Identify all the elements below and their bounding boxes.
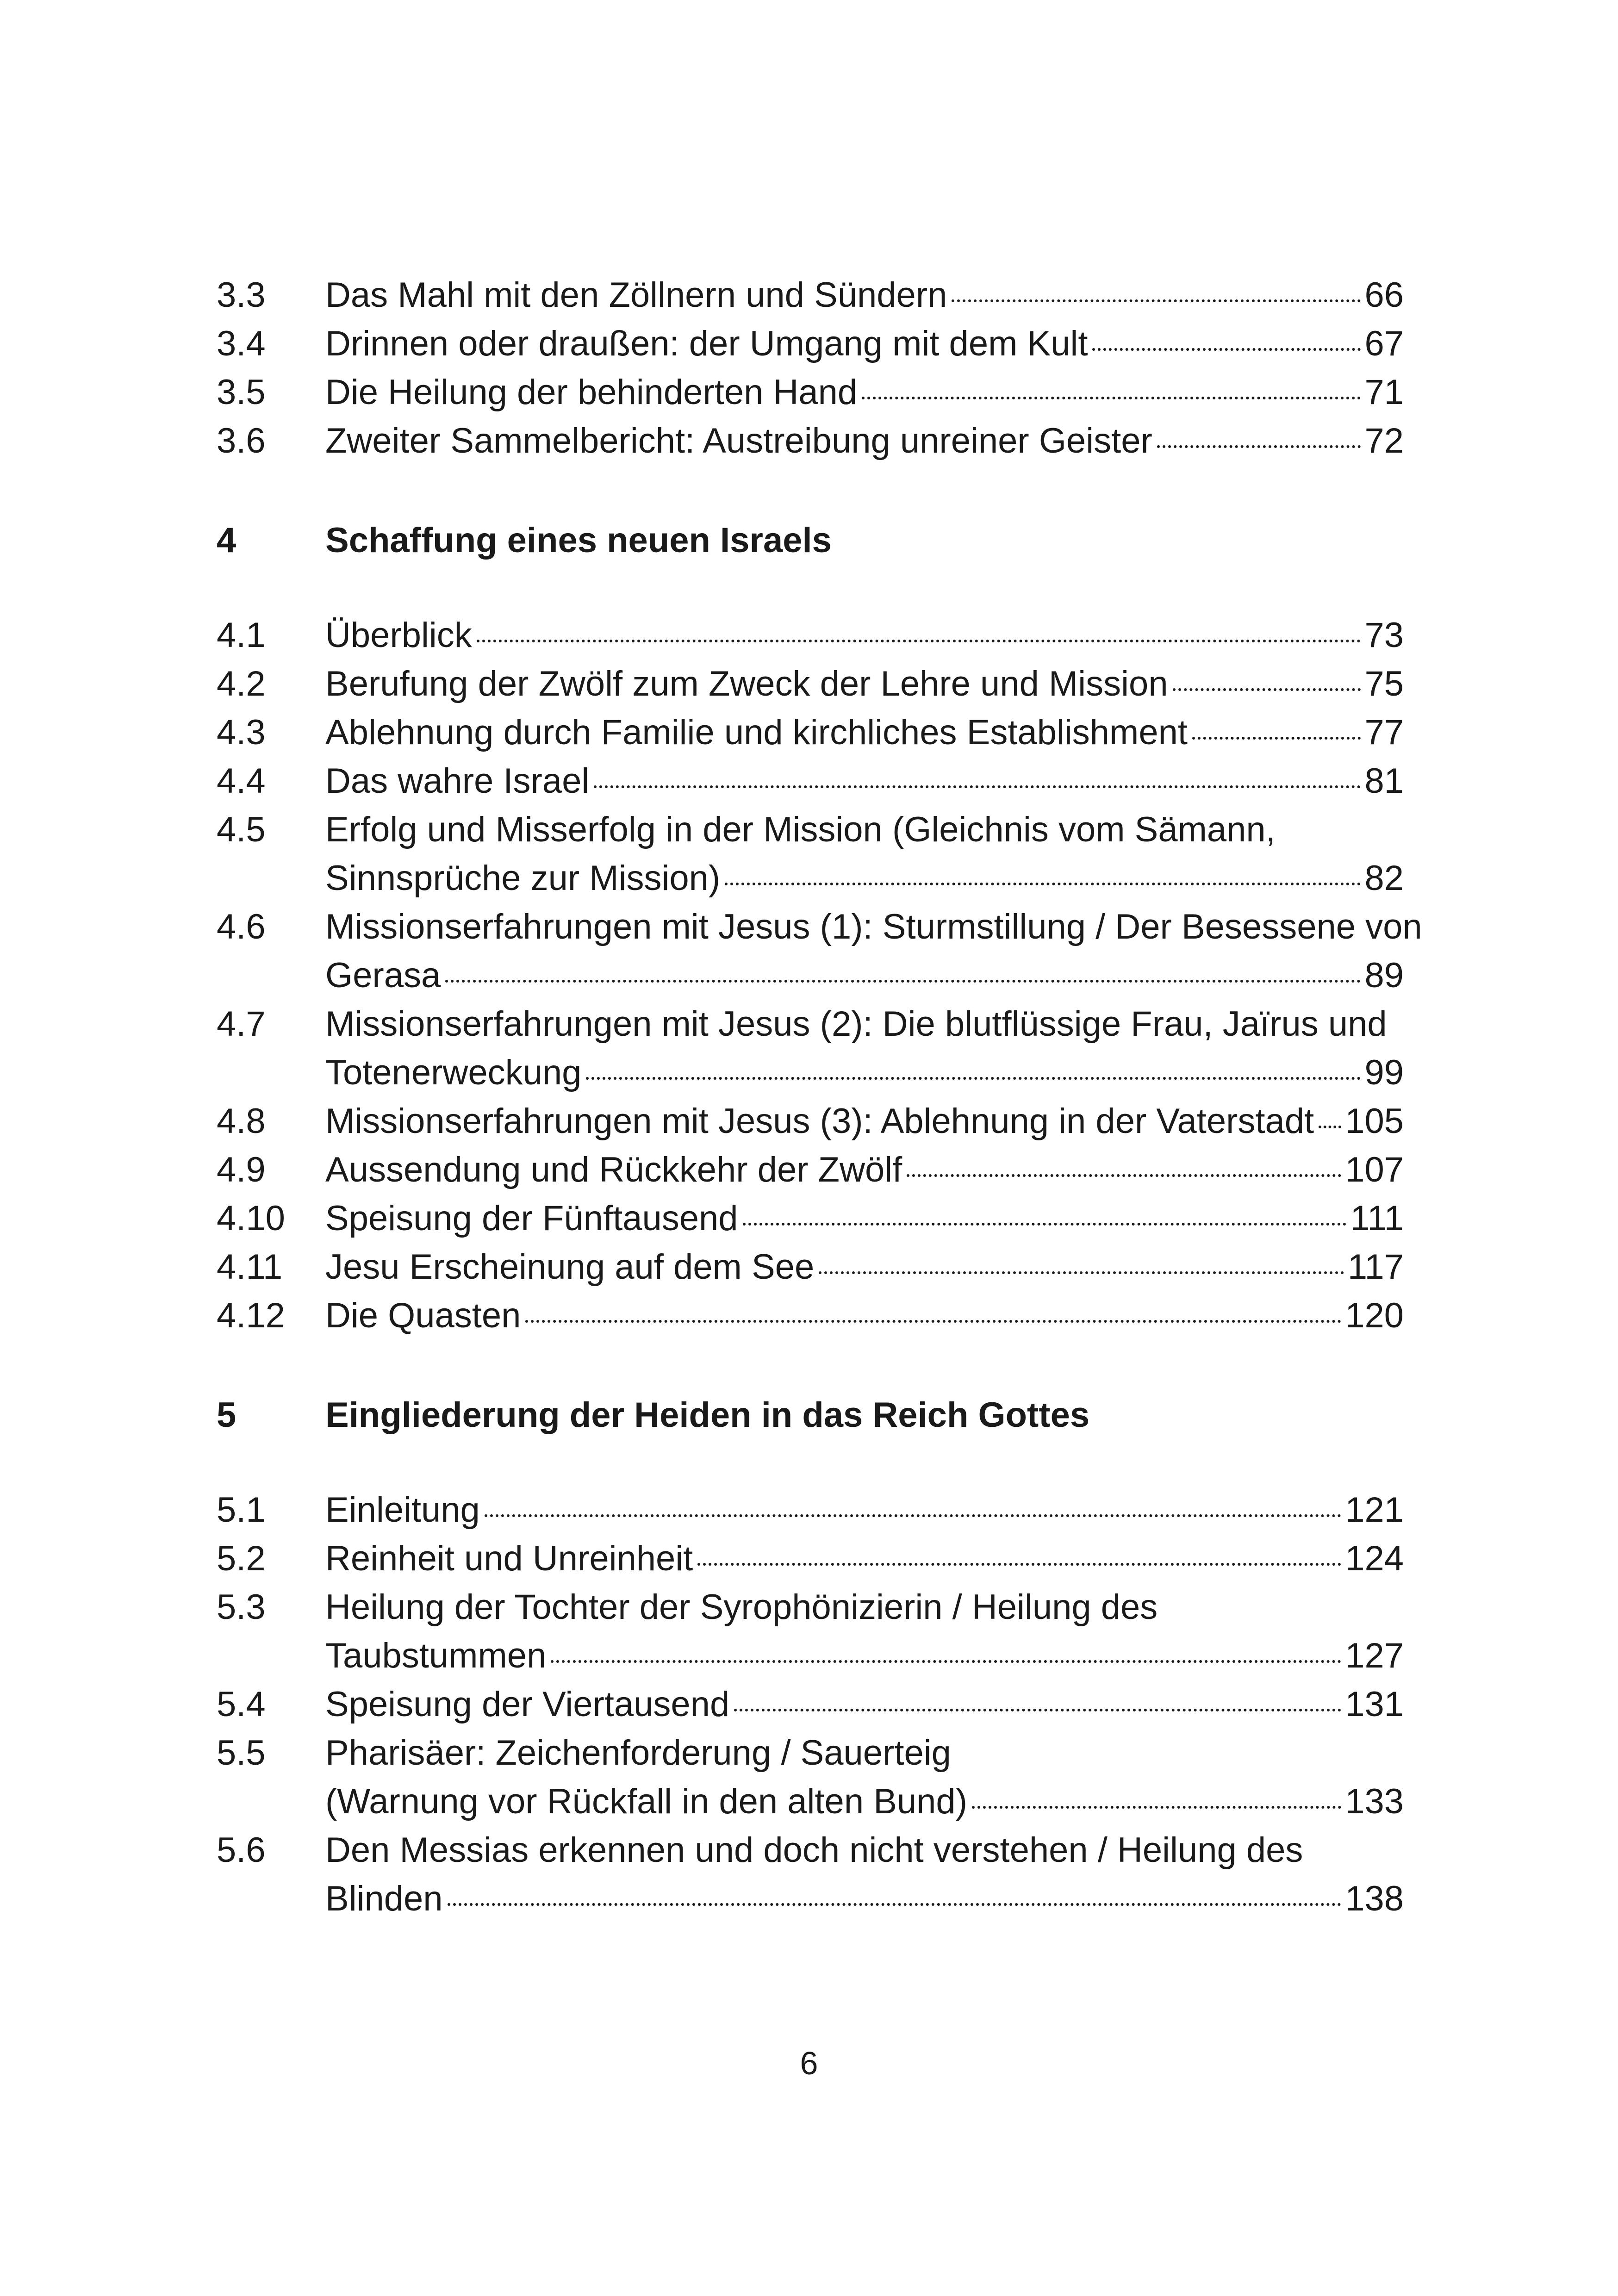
entry-number: 4.6 xyxy=(217,907,266,946)
entry-line xyxy=(325,417,1404,465)
entry-line xyxy=(325,1680,1404,1729)
toc-entry xyxy=(217,271,1404,319)
dot-leader xyxy=(1092,348,1361,351)
dot-leader xyxy=(725,883,1361,885)
toc-entry xyxy=(217,1145,1404,1194)
toc-entry xyxy=(217,368,1404,417)
entry-title: Den Messias erkennen und doch nicht verstehen / Heilung des xyxy=(325,1830,1303,1870)
dot-leader xyxy=(485,1514,1341,1517)
toc-entry xyxy=(217,1486,1404,1534)
entry-title: Blinden xyxy=(325,1879,443,1918)
entry-page-number: 131 xyxy=(1345,1685,1404,1724)
dot-leader xyxy=(972,1806,1341,1809)
entry-body xyxy=(325,1145,1404,1194)
entry-body xyxy=(325,1534,1404,1583)
entry-number: 4.10 xyxy=(217,1199,285,1238)
entry-title: Missionserfahrungen mit Jesus (3): Ablehnung in der Vaterstadt xyxy=(325,1101,1314,1141)
entry-line xyxy=(325,611,1404,660)
dot-leader xyxy=(445,980,1361,983)
toc-entry xyxy=(217,1291,1404,1340)
chapter-heading xyxy=(217,1391,1404,1439)
entry-title: Reinheit und Unreinheit xyxy=(325,1539,693,1578)
entry-line xyxy=(325,368,1404,417)
table-of-contents xyxy=(217,271,1422,1923)
entry-number: 4.3 xyxy=(217,713,266,752)
entry-line xyxy=(325,1486,1404,1534)
entry-number: 5.2 xyxy=(217,1539,266,1578)
entry-page-number: 66 xyxy=(1364,275,1404,315)
entry-body xyxy=(325,1583,1404,1680)
entry-line xyxy=(325,1826,1404,1874)
dot-leader xyxy=(1173,688,1361,691)
entry-body xyxy=(325,1729,1404,1826)
entry-number: 5.5 xyxy=(217,1733,266,1773)
toc-entry xyxy=(217,1680,1404,1729)
toc-entry xyxy=(217,1583,1404,1680)
entry-line xyxy=(325,1097,1404,1145)
entry-title: Heilung der Tochter der Syrophönizierin / Heilung des xyxy=(325,1587,1158,1627)
entry-number: 4.8 xyxy=(217,1101,266,1141)
chapter-title: Schaffung eines neuen Israels xyxy=(325,521,832,560)
dot-leader xyxy=(477,640,1361,642)
entry-title: Gerasa xyxy=(325,956,441,995)
dot-leader xyxy=(819,1271,1344,1274)
entry-number: 5.6 xyxy=(217,1830,266,1870)
dot-leader xyxy=(525,1320,1341,1323)
dot-leader xyxy=(1157,445,1361,448)
entry-page-number: 124 xyxy=(1345,1539,1404,1578)
entry-line xyxy=(325,319,1404,368)
dot-leader xyxy=(448,1903,1342,1906)
entry-title: Berufung der Zwölf zum Zweck der Lehre und Mission xyxy=(325,664,1168,703)
entry-title: Einleitung xyxy=(325,1490,480,1530)
dot-leader xyxy=(1192,737,1361,740)
toc-entry xyxy=(217,1243,1404,1291)
entry-title: Jesu Erscheinung auf dem See xyxy=(325,1247,815,1287)
page-number: 6 xyxy=(800,2045,818,2081)
entry-title: Missionserfahrungen mit Jesus (2): Die blutflüssige Frau, Jaïrus und xyxy=(325,1004,1387,1044)
entry-body xyxy=(325,271,1404,319)
entry-line xyxy=(325,660,1404,708)
entry-page-number: 77 xyxy=(1364,713,1404,752)
entry-line xyxy=(325,1145,1404,1194)
entry-page-number: 99 xyxy=(1364,1053,1404,1092)
entry-page-number: 107 xyxy=(1345,1150,1404,1189)
entry-number: 5.3 xyxy=(217,1587,266,1627)
entry-page-number: 71 xyxy=(1364,373,1404,412)
entry-body xyxy=(325,611,1404,660)
entry-title: Ablehnung durch Familie und kirchliches Establishment xyxy=(325,713,1188,752)
toc-entry xyxy=(217,1097,1404,1145)
entry-line xyxy=(325,271,1404,319)
entry-line xyxy=(325,805,1404,854)
entry-title: Die Heilung der behinderten Hand xyxy=(325,373,858,412)
chapter-heading xyxy=(217,516,1404,565)
entry-title: Missionserfahrungen mit Jesus (1): Sturmstillung / Der Besessene von xyxy=(325,907,1422,946)
entry-number: 4.9 xyxy=(217,1150,266,1189)
toc-entry xyxy=(217,319,1404,368)
chapter-number: 4 xyxy=(217,521,236,560)
dot-leader xyxy=(1319,1126,1341,1128)
entry-line xyxy=(325,1243,1404,1291)
entry-page-number: 82 xyxy=(1364,859,1404,898)
entry-title: Aussendung und Rückkehr der Zwölf xyxy=(325,1150,902,1189)
entry-body xyxy=(325,368,1404,417)
entry-number: 4.5 xyxy=(217,810,266,849)
entry-number: 4.2 xyxy=(217,664,266,703)
entry-page-number: 75 xyxy=(1364,664,1404,703)
entry-body xyxy=(325,1000,1404,1097)
entry-page-number: 67 xyxy=(1364,324,1404,363)
toc-entry xyxy=(217,1194,1404,1243)
dot-leader xyxy=(551,1660,1341,1663)
toc-entry xyxy=(217,757,1404,805)
entry-title: Zweiter Sammelbericht: Austreibung unreiner Geister xyxy=(325,421,1152,460)
entry-number: 4.1 xyxy=(217,616,266,655)
entry-page-number: 81 xyxy=(1364,761,1404,801)
entry-title: Sinnsprüche zur Mission) xyxy=(325,859,721,898)
entry-line xyxy=(325,1194,1404,1243)
entry-line xyxy=(325,1000,1404,1048)
entry-line xyxy=(325,1291,1404,1340)
dot-leader xyxy=(697,1563,1341,1566)
entry-number: 3.3 xyxy=(217,275,266,315)
toc-entry xyxy=(217,1000,1404,1097)
entry-body xyxy=(325,902,1422,1000)
entry-line xyxy=(325,1729,1404,1777)
entry-body xyxy=(325,1243,1404,1291)
dot-leader xyxy=(907,1174,1341,1177)
entry-title: Pharisäer: Zeichenforderung / Sauerteig xyxy=(325,1733,951,1773)
entry-line xyxy=(325,1048,1404,1097)
entry-title: Taubstummen xyxy=(325,1636,547,1675)
dot-leader xyxy=(734,1709,1341,1711)
entry-number: 3.4 xyxy=(217,324,266,363)
entry-page-number: 138 xyxy=(1345,1879,1404,1918)
entry-page-number: 111 xyxy=(1350,1199,1404,1238)
entry-body xyxy=(325,1680,1404,1729)
entry-title: Drinnen oder draußen: der Umgang mit dem Kult xyxy=(325,324,1088,363)
entry-line xyxy=(325,902,1422,951)
toc-entry xyxy=(217,805,1404,902)
entry-line xyxy=(325,854,1404,902)
entry-title: Überblick xyxy=(325,616,472,655)
entry-line xyxy=(325,1777,1404,1826)
entry-title: Das Mahl mit den Zöllnern und Sündern xyxy=(325,275,947,315)
entry-number: 5.4 xyxy=(217,1685,266,1724)
entry-line xyxy=(325,1583,1404,1631)
entry-page-number: 73 xyxy=(1364,616,1404,655)
entry-line xyxy=(325,757,1404,805)
entry-body xyxy=(325,417,1404,465)
entry-number: 4.12 xyxy=(217,1296,285,1335)
toc-entry xyxy=(217,1826,1404,1923)
entry-title: Speisung der Viertausend xyxy=(325,1685,730,1724)
entry-body xyxy=(325,805,1404,902)
entry-page-number: 105 xyxy=(1345,1101,1404,1141)
entry-line xyxy=(325,1534,1404,1583)
entry-line xyxy=(325,951,1404,1000)
entry-title: Erfolg und Misserfolg in der Mission (Gleichnis vom Sämann, xyxy=(325,810,1276,849)
entry-page-number: 72 xyxy=(1364,421,1404,460)
toc-entry xyxy=(217,660,1404,708)
entry-title: Speisung der Fünftausend xyxy=(325,1199,738,1238)
entry-page-number: 89 xyxy=(1364,956,1404,995)
entry-number: 4.7 xyxy=(217,1004,266,1044)
entry-body xyxy=(325,319,1404,368)
entry-number: 4.4 xyxy=(217,761,266,801)
entry-page-number: 121 xyxy=(1345,1490,1404,1530)
toc-entry xyxy=(217,611,1404,660)
entry-number: 3.5 xyxy=(217,373,266,412)
chapter-title: Eingliederung der Heiden in das Reich Gottes xyxy=(325,1395,1090,1435)
entry-number: 4.11 xyxy=(217,1247,283,1287)
entry-page-number: 120 xyxy=(1345,1296,1404,1335)
entry-number: 3.6 xyxy=(217,421,266,460)
dot-leader xyxy=(952,299,1361,302)
entry-body xyxy=(325,660,1404,708)
entry-page-number: 117 xyxy=(1347,1247,1404,1287)
toc-entry xyxy=(217,902,1422,1000)
dot-leader xyxy=(743,1223,1347,1226)
entry-body xyxy=(325,1486,1404,1534)
entry-body xyxy=(325,1194,1404,1243)
toc-entry xyxy=(217,1729,1404,1826)
entry-page-number: 127 xyxy=(1345,1636,1404,1675)
entry-line xyxy=(325,708,1404,757)
entry-number: 5.1 xyxy=(217,1490,266,1530)
entry-body xyxy=(325,708,1404,757)
entry-page-number: 133 xyxy=(1345,1782,1404,1821)
entry-title: Totenerweckung xyxy=(325,1053,582,1092)
entry-body xyxy=(325,757,1404,805)
entry-body xyxy=(325,1826,1404,1923)
entry-title: Das wahre Israel xyxy=(325,761,590,801)
toc-entry xyxy=(217,1534,1404,1583)
dot-leader xyxy=(586,1077,1361,1080)
entry-line xyxy=(325,1874,1404,1923)
entry-line xyxy=(325,1631,1404,1680)
chapter-number: 5 xyxy=(217,1395,236,1435)
entry-body xyxy=(325,1097,1404,1145)
dot-leader xyxy=(594,785,1361,788)
entry-title: Die Quasten xyxy=(325,1296,521,1335)
toc-entry xyxy=(217,417,1404,465)
entry-title: (Warnung vor Rückfall in den alten Bund) xyxy=(325,1782,967,1821)
entry-body xyxy=(325,1291,1404,1340)
toc-entry xyxy=(217,708,1404,757)
dot-leader xyxy=(862,397,1361,399)
